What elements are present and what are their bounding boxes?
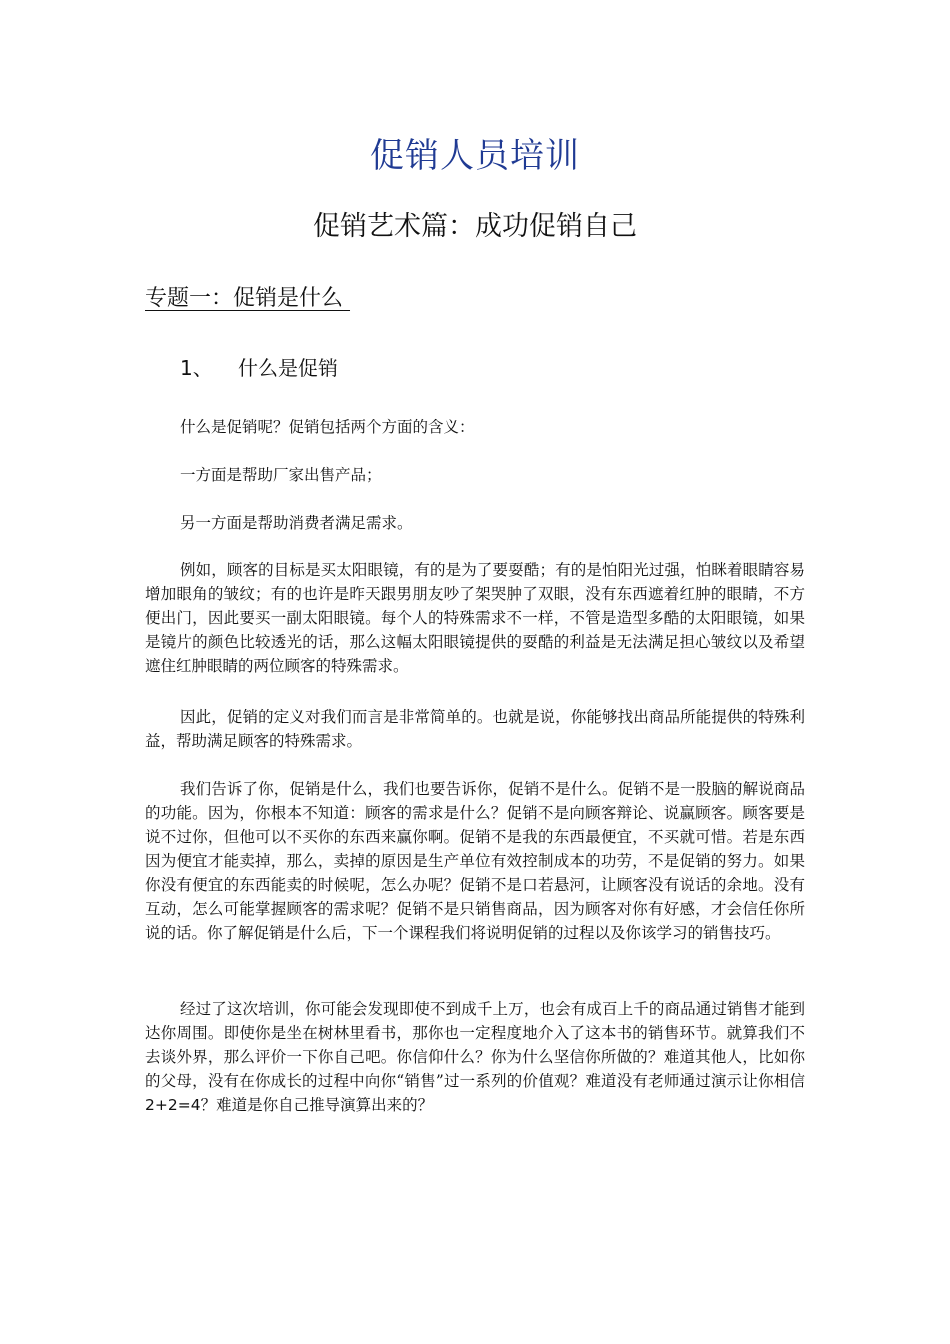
equation-text: 2+2=4: [145, 1096, 201, 1114]
last-paragraph-text-b: ？难道是你自己推导演算出来的？: [200, 1096, 434, 1114]
body-paragraph: 例如，顾客的目标是买太阳眼镜，有的是为了要耍酷；有的是怕阳光过强，怕眯着眼睛容易增加眼角的皱纹；有的也许是昨天跟男朋友吵了架哭肿了双眼，没有东西遮着红肿的眼睛，不方便出门，因此要买一副太阳眼镜。每个人的特殊需求不一样，不管是造型多酷的太阳眼镜，如果是镜片的颜色比较透光的话，那么这幅太阳眼镜提供的耍酷的利益是无法满足担心皱纹以及希望遮住红肿眼睛的两位顾客的特殊需求。: [145, 561, 805, 675]
topic-heading: [145, 281, 350, 312]
body-paragraph-last: [145, 997, 805, 1117]
document-title: 促销人员培训: [370, 136, 580, 176]
body-paragraph: 我们告诉了你，促销是什么，我们也要告诉你，促销不是什么。促销不是一股脑的解说商品的功能。因为，你根本不知道：顾客的需求是什么？促销不是向顾客辩论、说赢顾客。顾客要是说不过你，但他可以不买你的东西来赢你啊。促销不是我的东西最便宜，不买就可惜。若是东西因为便宜才能卖掉，那么，卖掉的原因是生产单位有效控制成本的功劳，不是促销的努力。如果你没有便宜的东西能卖的时候呢，怎么办呢？促销不是口若悬河，让顾客没有说话的余地。没有互动，怎么可能掌握顾客的需求呢？促销不是只销售商品，因为顾客对你有好感，才会信任你所说的话。你了解促销是什么后，下一个课程我们将说明促销的过程以及你该学习的销售技巧。: [145, 780, 805, 942]
intro-line: 一方面是帮助厂家出售产品；: [180, 466, 382, 484]
document-subtitle: 促销艺术篇：成功促销自己: [313, 211, 637, 242]
body-paragraph: 因此，促销的定义对我们而言是非常简单的。也就是说，你能够找出商品所能提供的特殊利益，帮助满足顾客的特殊需求。: [145, 708, 805, 750]
section-number: 1、: [180, 356, 213, 380]
last-paragraph-text-a: 经过了这次培训，你可能会发现即使不到成千上万，也会有成百上千的商品通过销售才能到达你周围。即使你是坐在树林里看书，那你也一定程度地介入了这本书的销售环节。就算我们不去谈外界，那么评价一下你自己吧。你信仰什么？你为什么坚信你所做的？难道其他人，比如你的父母，没有在你成长的过程中向你“销售”过一系列的价值观？难道没有老师通过演示让你相信: [145, 1000, 805, 1090]
section-heading-text: 什么是促销: [238, 356, 338, 380]
intro-line: 什么是促销呢？促销包括两个方面的含义：: [180, 418, 475, 436]
topic-heading-text: 专题一：促销是什么: [145, 286, 344, 311]
intro-line: 另一方面是帮助消费者满足需求。: [180, 514, 413, 532]
section-heading: [180, 352, 338, 381]
